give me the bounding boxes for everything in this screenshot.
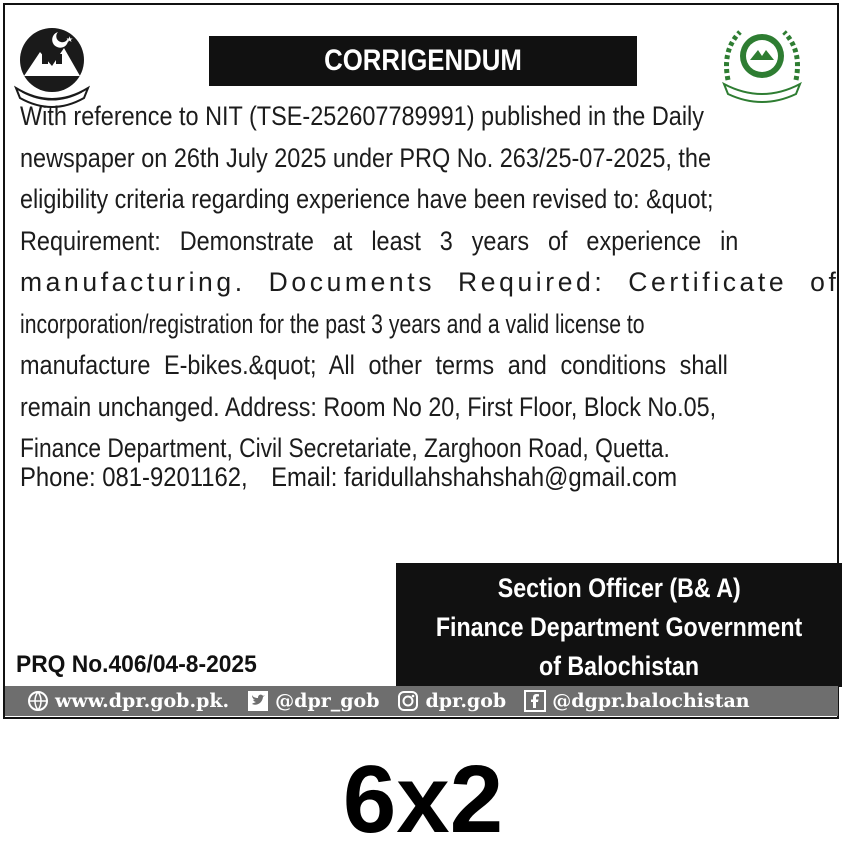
footer-instagram — [397, 690, 506, 712]
body-line-text: Finance Department, Civil Secretariate, Zarghoon Road, Quetta. — [20, 433, 670, 463]
footer-facebook — [524, 690, 749, 712]
website-text: www.dpr.gob.pk. — [55, 690, 230, 712]
footer-website — [27, 690, 229, 712]
footer-bar — [5, 686, 838, 716]
twitter-icon — [247, 690, 269, 712]
body-line — [20, 138, 826, 180]
body-line-text: manufacture E-bikes.&quot; All other terms and conditions shall — [20, 350, 728, 380]
twitter-text: @dpr_gob — [275, 690, 380, 712]
body-line-text: With reference to NIT (TSE-252607789991) published in the Daily — [20, 101, 704, 131]
prq-number — [16, 651, 269, 679]
body-line-text: remain unchanged. Address: Room No 20, First Floor, Block No.05, — [20, 391, 717, 422]
body-line — [20, 221, 826, 263]
email-text: Email: faridullahshahshah@gmail.com — [271, 462, 678, 492]
signatory-line1: Section Officer (B& A) — [497, 573, 741, 603]
notice-body — [20, 96, 840, 470]
facebook-icon — [524, 690, 546, 712]
body-line-text: Requirement: Demonstrate at least 3 years of experience in — [20, 225, 739, 256]
body-line — [20, 179, 826, 221]
body-line-text: incorporation/registration for the past 3 years and a valid license to — [20, 308, 645, 339]
body-line-text: manufacturing. Documents Required: Certificate of — [20, 267, 840, 297]
body-line — [20, 345, 826, 387]
globe-icon — [27, 690, 49, 712]
dgpr-emblem-logo — [718, 20, 806, 104]
signatory-box — [396, 563, 842, 687]
signatory-line3: of Balochistan — [539, 651, 699, 681]
instagram-text: dpr.gob — [425, 690, 507, 712]
body-line-text: eligibility criteria regarding experience have been revised to: &quot; — [20, 184, 714, 214]
phone-text: Phone: 081-9201162, — [20, 462, 248, 492]
prq-text: PRQ No.406/04-8-2025 — [16, 651, 257, 678]
facebook-text: @dgpr.balochistan — [552, 690, 750, 712]
footer-twitter — [247, 690, 379, 712]
body-line — [20, 262, 840, 304]
title-text: CORRIGENDUM — [324, 44, 522, 77]
corrigendum-title — [209, 36, 637, 86]
signatory-line2: Finance Department Government — [435, 612, 803, 642]
body-line — [20, 304, 826, 346]
body-line — [20, 387, 826, 429]
body-line — [20, 96, 826, 138]
ad-size-label: 6x2 — [342, 746, 504, 853]
body-line-text: newspaper on 26th July 2025 under PRQ No. 263/25-07-2025, the — [20, 142, 712, 173]
svg-text:★: ★ — [66, 35, 74, 44]
contact-line — [20, 462, 750, 493]
instagram-icon — [397, 690, 419, 712]
